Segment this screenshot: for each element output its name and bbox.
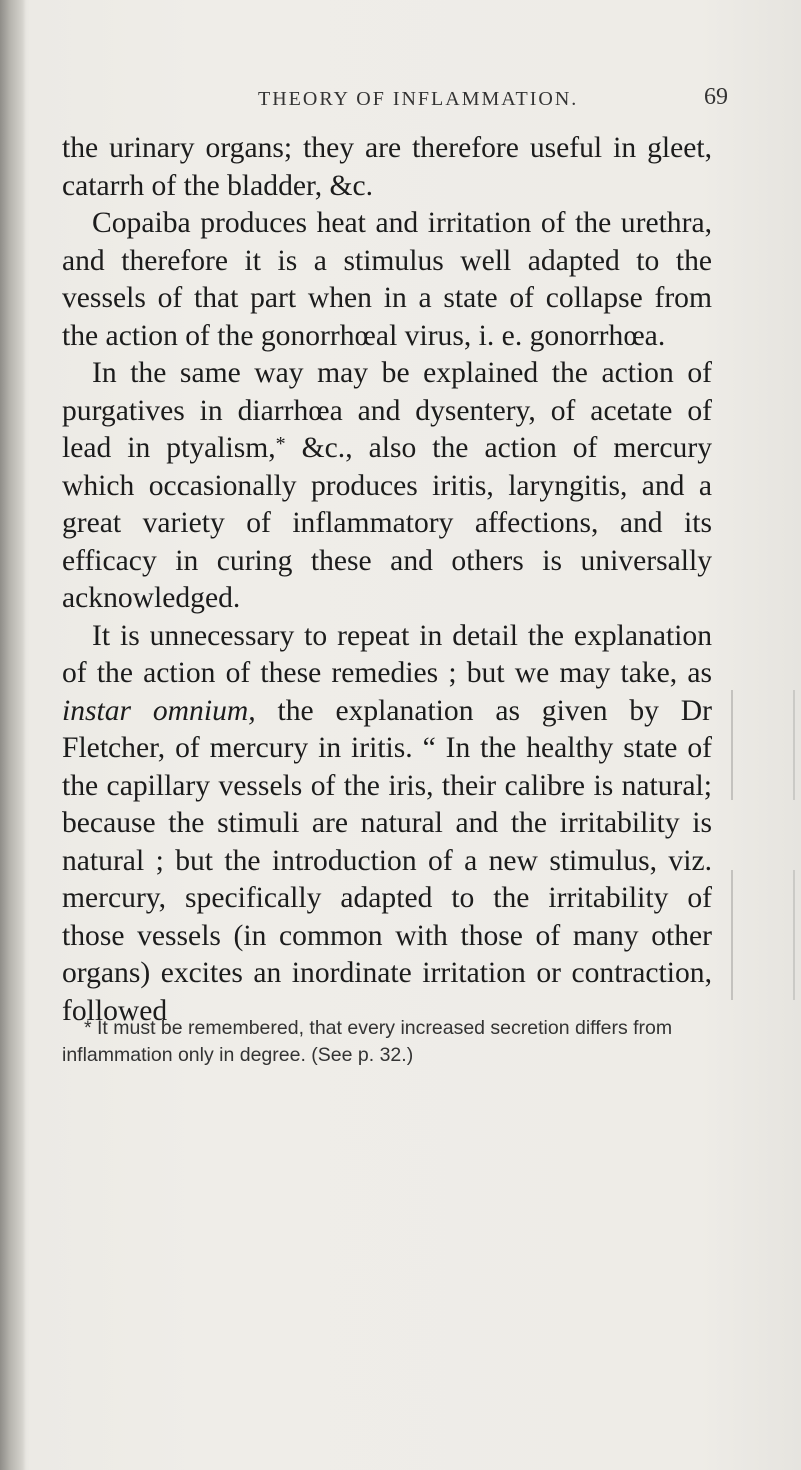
paragraph xyxy=(62,618,712,1031)
page-number: 69 xyxy=(704,84,728,110)
paragraph-text: It is unnecessary to repeat in detail the explanation of the action of these remedies ; but we may take, as xyxy=(62,619,712,689)
running-head: THEORY OF INFLAMMATION. xyxy=(258,88,579,110)
paragraph-text: the explanation as given by Dr Fletcher, of mercury in iritis. “ In the healthy state of the capillary vessels of the iris, their calibre is natural; because the stimuli are natural and the irritability is natural ; but the introduction of a new stimulus, viz. mercury, specifically adapted to the irritability of those vessels (in common with those of many other organs) excites an inordinate irritation or contraction, followed xyxy=(62,694,712,1027)
paragraph-text: In the same way may be explained the action of purgatives in diarrhœa and dysentery, of acetate of lead in ptyalism, xyxy=(62,357,712,464)
footnote-text: * It must be remembered, that every increased secretion differs from inflammation only in degree. (See p. 32.) xyxy=(62,1017,673,1066)
paragraph-text: &c., also the action of mercury which occasionally produces iritis, laryngitis, and a great variety of inflammatory affections, and its efficacy in curing these and others is universally acknowledged. xyxy=(62,432,712,614)
show-through-mark xyxy=(731,690,795,800)
latin-phrase: instar omnium, xyxy=(62,694,256,727)
show-through-mark xyxy=(731,870,795,1000)
paragraph xyxy=(62,355,712,618)
body-text xyxy=(62,130,712,1030)
page-gutter-shadow xyxy=(0,0,26,1470)
paragraph: Copaiba produces heat and irritation of the urethra, and therefore it is a stimulus well adapted to the vessels of that part when in a state of collapse from the action of the gonorrhœal virus, i. e. gonorrhœa. xyxy=(62,207,712,352)
footnote xyxy=(62,1015,712,1069)
footnote-reference: * xyxy=(275,433,286,455)
paragraph: the urinary organs; they are therefore useful in gleet, catarrh of the bladder, &c. xyxy=(62,132,712,202)
